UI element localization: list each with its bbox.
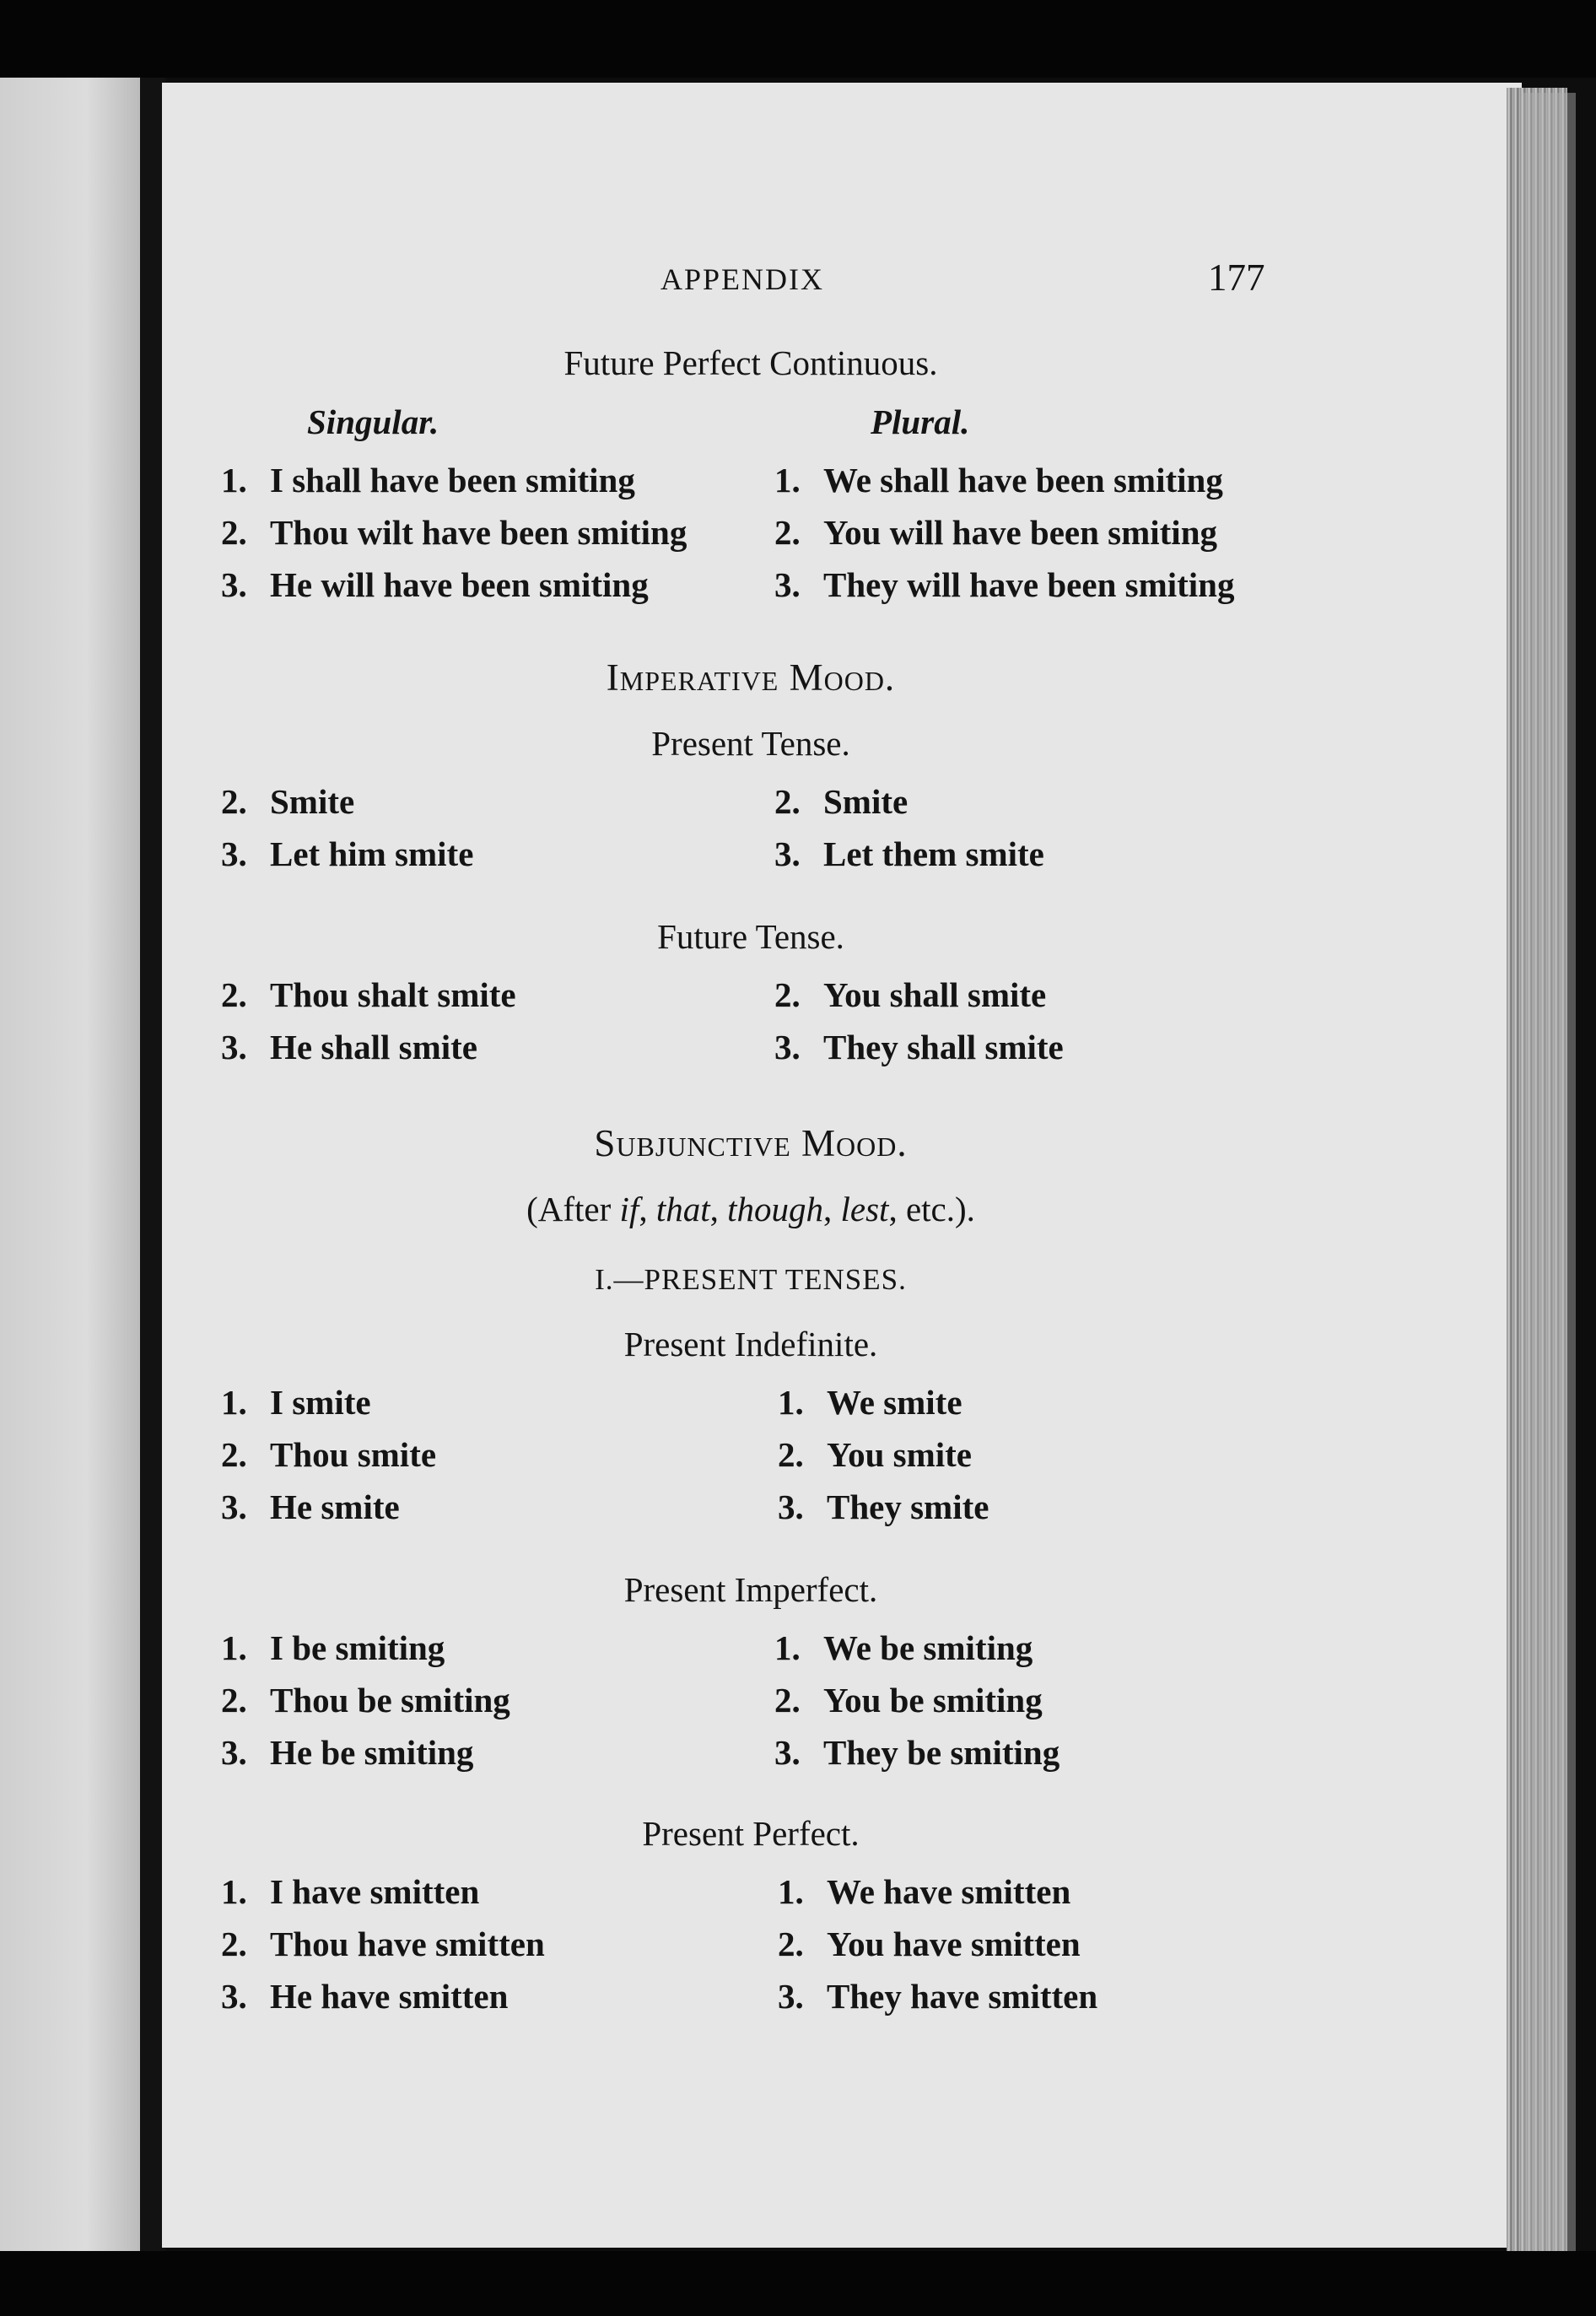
conjugation-line: [774, 1683, 1043, 1718]
verb-form: We have smitten: [827, 1872, 1071, 1911]
page-number: 177: [1208, 256, 1265, 299]
tense-heading-present: Present Tense.: [651, 724, 850, 763]
person-number: 1.: [221, 1383, 247, 1422]
conjugation-line: [221, 1872, 480, 1911]
person-number: 3.: [221, 1487, 247, 1526]
subsection-heading-present-tenses: I.—PRESENT TENSES.: [595, 1263, 907, 1296]
person-number: 2.: [221, 1925, 247, 1963]
conjugation-line: [774, 1733, 1060, 1772]
conjugation-line: [221, 1435, 437, 1474]
verb-form: They will have been smiting: [823, 565, 1235, 604]
person-number: 3.: [778, 1977, 804, 2016]
verb-form: I be smiting: [270, 1628, 445, 1667]
verb-form: He shall smite: [270, 1028, 477, 1066]
conjugation-line: [221, 975, 516, 1014]
note-conjunction: if: [619, 1190, 639, 1228]
conjugation-line: [774, 1030, 1064, 1065]
tense-heading-present-perfect: Present Perfect.: [642, 1814, 860, 1853]
person-number: 2.: [778, 1435, 804, 1474]
conjugation-line: [774, 782, 909, 821]
conjugation-line: [221, 1683, 510, 1718]
conjugation-line: [221, 1385, 371, 1420]
conjugation-line: [778, 1435, 972, 1474]
conjugation-line: [778, 1979, 1097, 2014]
note-conjunction: lest: [840, 1190, 889, 1228]
scan-top-border: [0, 0, 1596, 78]
conjugation-line: [221, 1733, 474, 1772]
person-number: 1.: [221, 1628, 247, 1667]
plural-label: Plural.: [871, 402, 970, 441]
person-number: 1.: [221, 1872, 247, 1911]
mood-heading-subjunctive: Subjunctive Mood.: [594, 1122, 908, 1164]
tense-heading-future: Future Tense.: [657, 917, 844, 956]
section-heading-future-perfect-continuous: Future Perfect Continuous.: [563, 343, 938, 382]
person-number: 2.: [221, 513, 247, 552]
conjugation-line: [221, 1487, 400, 1526]
singular-label: Singular.: [307, 402, 439, 441]
verb-form: We smite: [827, 1383, 962, 1422]
tense-heading-present-imperfect: Present Imperfect.: [623, 1570, 878, 1609]
verb-form: He be smiting: [270, 1733, 474, 1772]
verb-form: I have smitten: [270, 1872, 480, 1911]
conjugation-line: [221, 565, 649, 604]
person-number: 2.: [221, 1435, 247, 1474]
verb-form: They be smiting: [823, 1733, 1060, 1772]
verb-form: Thou smite: [270, 1435, 437, 1474]
verb-form: They have smitten: [827, 1977, 1098, 2016]
verb-form: We shall have been smiting: [823, 461, 1223, 499]
verb-form: I shall have been smiting: [270, 461, 635, 499]
scan-bottom-border: [0, 2251, 1596, 2316]
verb-form: I smite: [270, 1383, 371, 1422]
person-number: 3.: [774, 834, 801, 873]
person-number: 2.: [774, 513, 801, 552]
person-number: 2.: [221, 1681, 247, 1719]
conjugation-line: [221, 1979, 508, 2014]
conjugation-line: [774, 834, 1044, 873]
conjugation-line: [778, 1872, 1071, 1911]
verb-form: They smite: [827, 1487, 989, 1526]
note-conjunction: that: [655, 1190, 710, 1228]
person-number: 1.: [778, 1383, 804, 1422]
verb-form: He have smitten: [270, 1977, 509, 2016]
conjugation-line: [774, 513, 1217, 552]
verb-form: Thou be smiting: [270, 1681, 510, 1719]
person-number: 1.: [778, 1872, 804, 1911]
facing-page-edge: [0, 78, 143, 2251]
person-number: 3.: [221, 834, 247, 873]
verb-form: Thou wilt have been smiting: [270, 513, 687, 552]
person-number: 2.: [221, 782, 247, 821]
verb-form: You shall smite: [823, 975, 1047, 1014]
person-number: 1.: [774, 461, 801, 499]
person-number: 3.: [774, 1028, 801, 1066]
person-number: 2.: [774, 782, 801, 821]
person-number: 2.: [221, 975, 247, 1014]
conjugation-line: [221, 1927, 545, 1962]
verb-form: Thou shalt smite: [270, 975, 516, 1014]
person-number: 2.: [778, 1925, 804, 1963]
verb-form: Smite: [270, 782, 355, 821]
verb-form: Let him smite: [270, 834, 474, 873]
conjugation-line: [221, 513, 687, 552]
conjugation-line: [778, 1927, 1081, 1962]
conjugation-line: [774, 565, 1235, 604]
conjugation-line: [221, 463, 635, 498]
verb-form: Thou have smitten: [270, 1925, 545, 1963]
person-number: 3.: [774, 1733, 801, 1772]
note-text: (After: [526, 1190, 620, 1228]
verb-form: He will have been smiting: [270, 565, 649, 604]
verb-form: You have smitten: [827, 1925, 1081, 1963]
conjugation-line: [774, 1628, 1033, 1667]
conjugation-line: [221, 1030, 477, 1065]
person-number: 3.: [221, 565, 247, 604]
verb-form: They shall smite: [823, 1028, 1064, 1066]
person-number: 3.: [221, 1977, 247, 2016]
conjugation-line: [774, 975, 1047, 1014]
subjunctive-usage-note: [363, 1192, 1139, 1227]
mood-heading-imperative: Imperative Mood.: [606, 656, 896, 699]
verb-form: He smite: [270, 1487, 400, 1526]
conjugation-line: [778, 1385, 962, 1420]
verb-form: You smite: [827, 1435, 972, 1474]
person-number: 2.: [774, 975, 801, 1014]
person-number: 1.: [221, 461, 247, 499]
running-header: APPENDIX: [660, 262, 824, 296]
note-separator: ,: [639, 1190, 656, 1228]
person-number: 3.: [221, 1028, 247, 1066]
verb-form: Let them smite: [823, 834, 1044, 873]
conjugation-line: [221, 1628, 445, 1667]
person-number: 2.: [774, 1681, 801, 1719]
note-separator: ,: [709, 1190, 728, 1228]
person-number: 3.: [774, 565, 801, 604]
verb-form: Smite: [823, 782, 909, 821]
note-conjunction: though: [727, 1190, 824, 1228]
person-number: 3.: [221, 1733, 247, 1772]
note-text: , etc.).: [888, 1190, 975, 1228]
page-block-shade: [1523, 93, 1576, 2253]
verb-form: You be smiting: [823, 1681, 1043, 1719]
verb-form: We be smiting: [823, 1628, 1033, 1667]
tense-heading-present-indefinite: Present Indefinite.: [623, 1325, 878, 1363]
note-separator: ,: [823, 1190, 841, 1228]
conjugation-line: [221, 782, 355, 821]
conjugation-line: [221, 834, 474, 873]
conjugation-line: [774, 463, 1223, 498]
conjugation-line: [778, 1487, 989, 1526]
person-number: 3.: [778, 1487, 804, 1526]
verb-form: You will have been smiting: [823, 513, 1217, 552]
person-number: 1.: [774, 1628, 801, 1667]
